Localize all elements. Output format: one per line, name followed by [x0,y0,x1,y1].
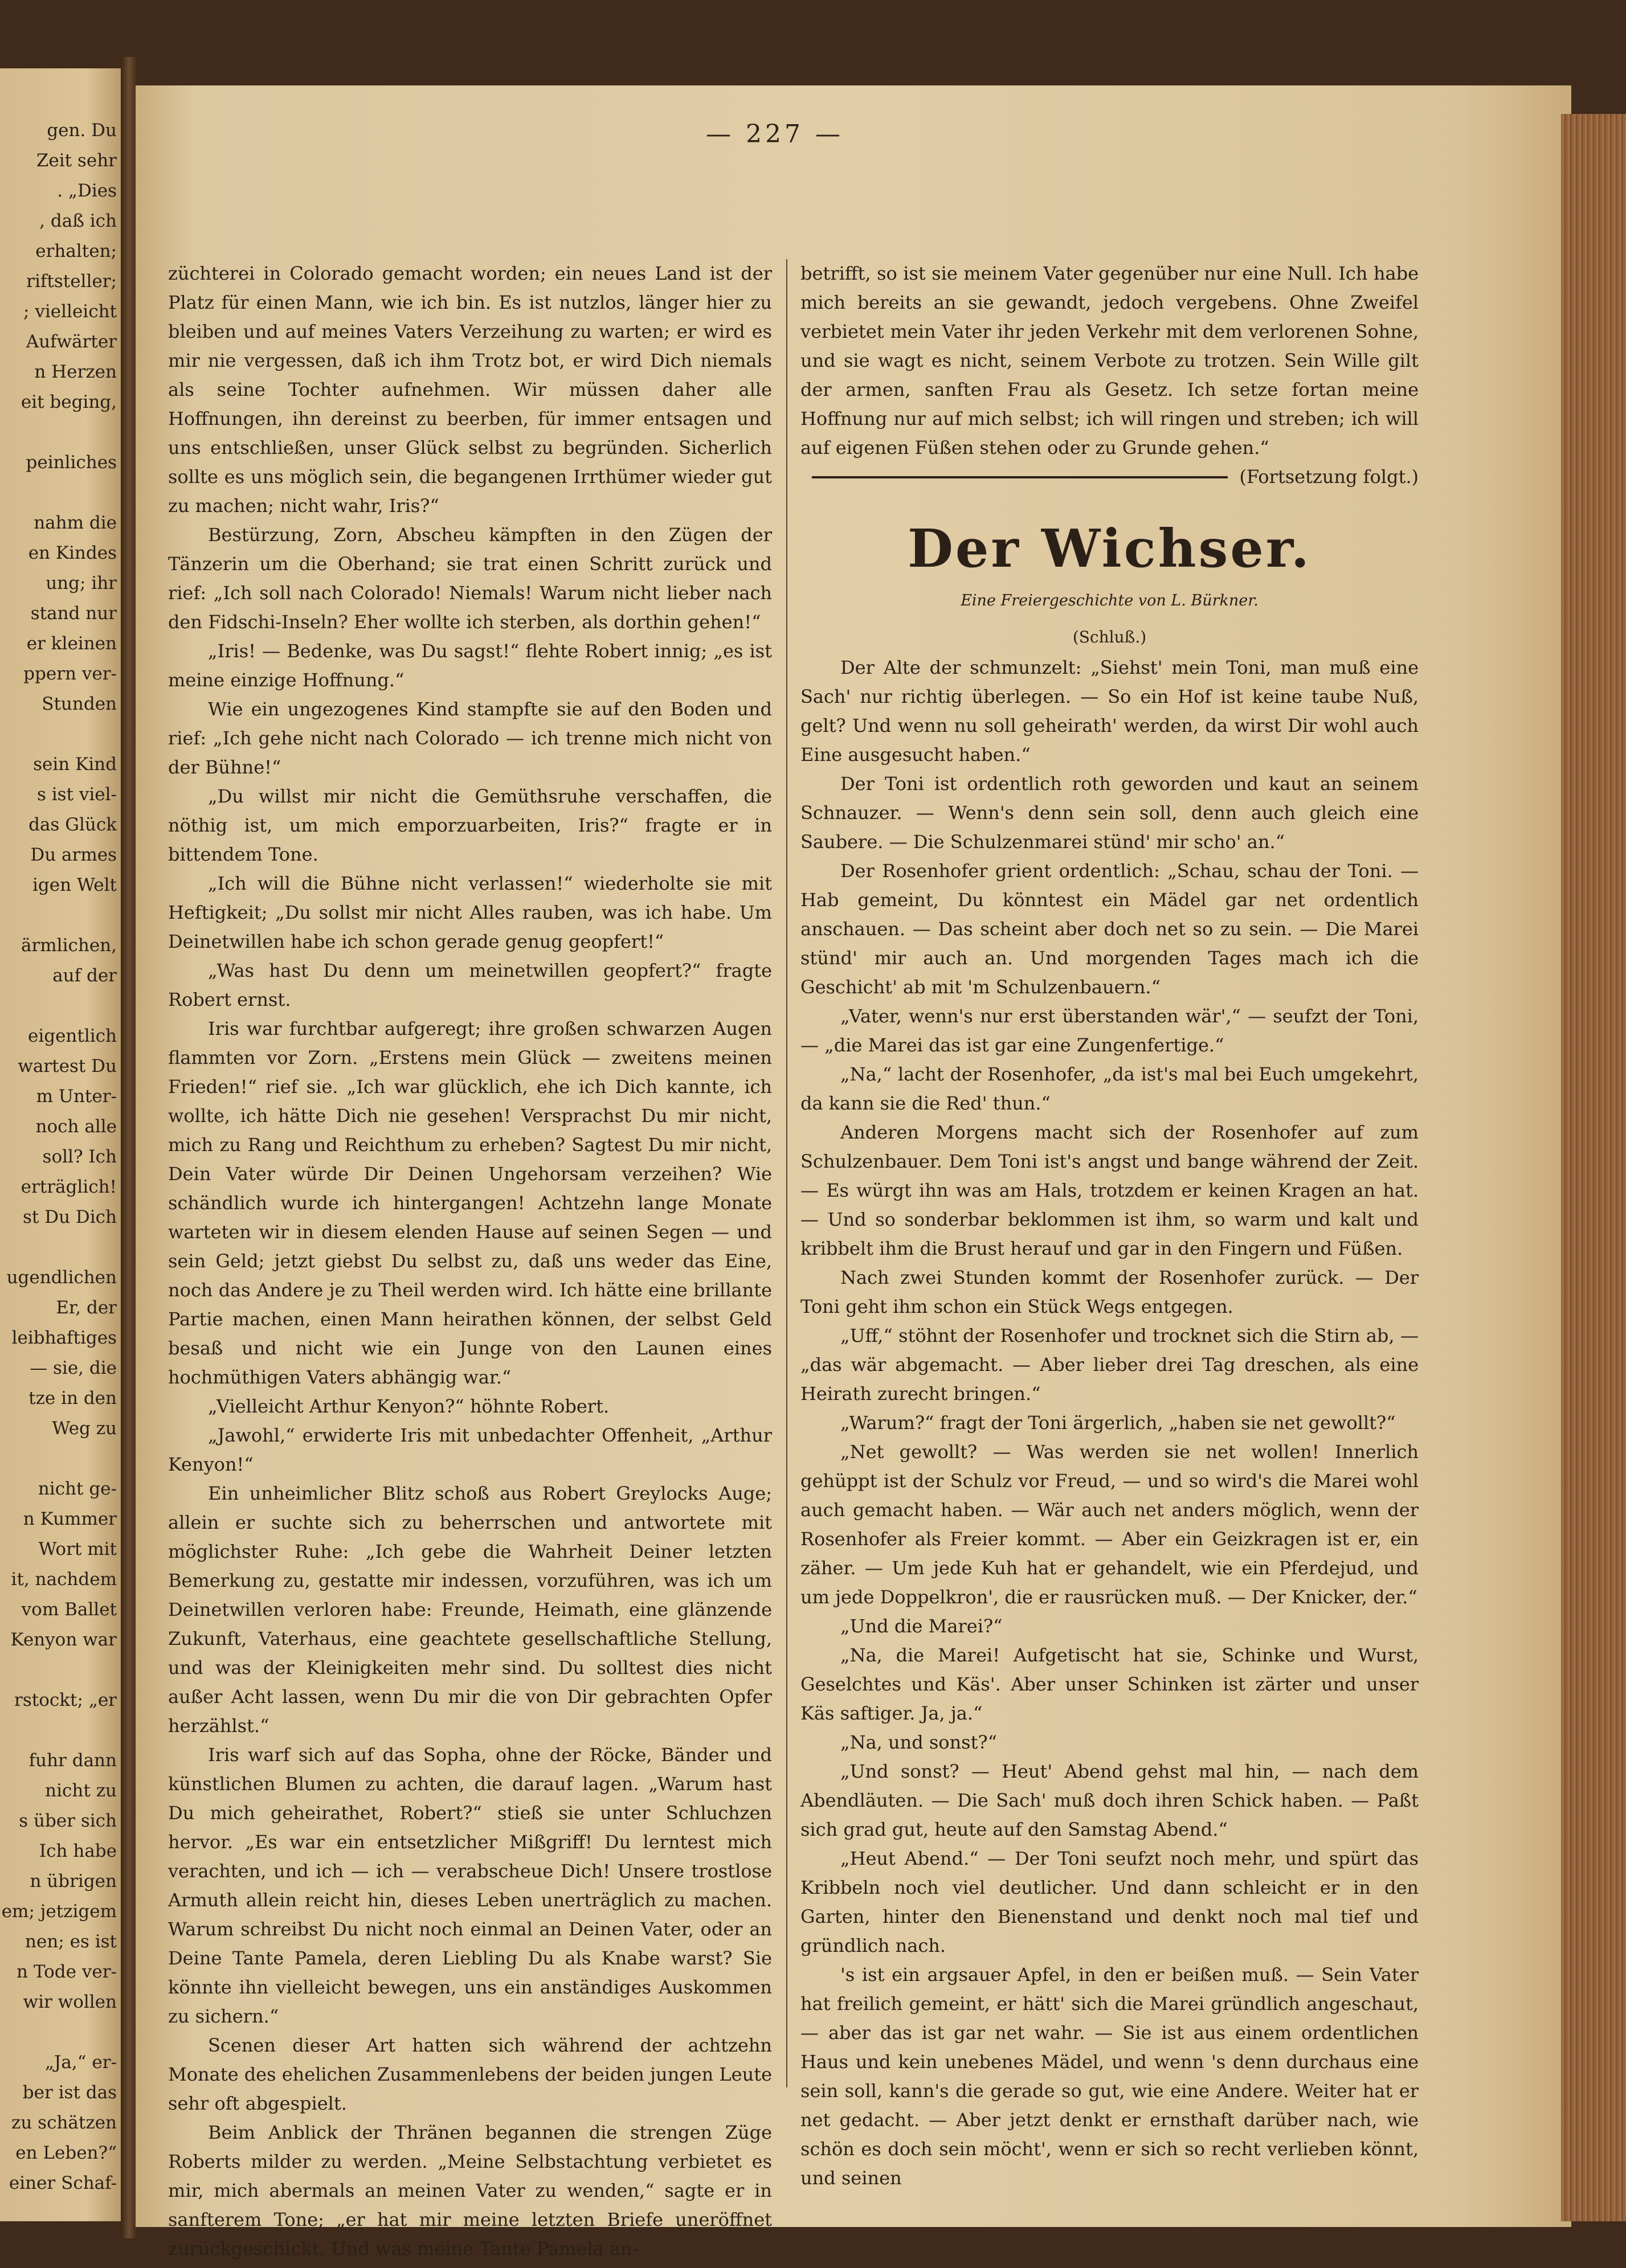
facing-page-line: s über sich [19,1811,117,1831]
facing-page-line: wartest Du [18,1056,117,1076]
facing-page-line: erhalten; [35,241,117,261]
facing-page-line: tze in den [28,1388,117,1409]
facing-page-line: n übrigen [30,1871,117,1892]
paragraph: Der Toni ist ordentlich roth geworden und kaut an seinem Schnauzer. — Wenn's denn sein soll, denn auch gleich eine Saubere. — Die Schulzenmarei stünd' mir scho' an.“ [800,773,1419,853]
paragraph: „Na, die Marei! Aufgetischt hat sie, Schinke und Wurst, Geselchtes und Käs'. Aber unser Schinken ist zärter und unser Käs saftiger. Ja, ja.“ [800,1644,1419,1724]
page-edge-stack [1561,114,1626,2221]
story-subtitle: Eine Freiergeschichte von L. Bürkner. [961,592,1259,609]
paragraph: „Vater, wenn's nur erst überstanden wär',“ — seufzt der Toni, — „die Marei das ist gar eine Zungenfertige.“ [800,1005,1419,1056]
facing-page-line: Er, der [56,1297,117,1318]
paragraph-continuation: züchterei in Colorado gemacht worden; ein neues Land ist der Platz für einen Mann, wie ich bin. Es ist nutzlos, länger hier zu bleiben und auf meines Vaters Verzeihung zu warten; er wird es mir nie vergessen, daß ich ihm Trotz bot, er wird Dich niemals als seine Tochter aufnehmen. Wir müssen daher alle Hoffnungen, ihn dereinst zu beerben, für immer entsagen und uns entschließen, unser Glück selbst zu begründen. Sicherlich sollte es uns möglich sein, die begangenen Irrthümer wieder gut zu machen; nicht wahr, Iris?“ [168,263,772,517]
facing-page-line: riftsteller; [26,271,117,292]
facing-page-line: Du armes [30,845,117,865]
paragraph: „Ich will die Bühne nicht verlassen!“ wiederholte sie mit Heftigkeit; „Du sollst mir nicht Alles rauben, was ich habe. Um Deinetwillen habe ich schon gerade genug geopfert!“ [168,873,772,952]
facing-page-line: peinliches [26,452,117,473]
facing-page-line: Aufwärter [26,331,117,352]
paragraph: Wie ein ungezogenes Kind stampfte sie auf den Boden und rief: „Ich gehe nicht nach Colorado — ich trenne mich nicht von der Bühne!“ [168,698,772,778]
paragraph: „Na, und sonst?“ [840,1731,997,1753]
facing-page-line: st Du Dich [23,1207,117,1227]
paragraph: Bestürzung, Zorn, Abscheu kämpften in den Zügen der Tänzerin um die Oberhand; sie trat einen Schritt zurück und rief: „Ich soll nach Colorado! Niemals! Warum nicht lieber nach den Fidschi-Inseln? Eher wollte ich sterben, als dorthin gehen!“ [168,524,772,633]
paragraph: „Du willst mir nicht die Gemüthsruhe verschaffen, die nöthig ist, um mich emporzuarbeiten, Iris?“ fragte er in bittendem Tone. [168,785,772,865]
facing-page-line: nicht ge- [38,1479,117,1499]
facing-page-line: Kenyon war [10,1630,117,1650]
facing-page-line: Wort mit [38,1539,117,1559]
facing-page-line: das Glück [28,814,117,835]
facing-page-line: nen; es ist [25,1931,117,1952]
facing-page-line: m Unter- [36,1086,117,1107]
facing-page-line: rstockt; „er [14,1690,117,1710]
paragraph: Iris warf sich auf das Sopha, ohne der Röcke, Bänder und künstlichen Blumen zu achten, die darauf lagen. „Warum hast Du mich geheirathet, Robert?“ stieß sie unter Schluchzen hervor. „Es war ein entsetzlicher Mißgriff! Du lerntest mich verachten, und ich — ich — verabscheue Dich! Unsere trostlose Armuth allein reicht hin, dieses Leben unerträglich zu machen. Warum schreibst Du nicht noch einmal an Deinen Vater, oder an Deine Tante Pamela, deren Liebling Du als Knabe warst? Sie könnte ihn vielleicht bewegen, uns ein anständiges Auskommen zu sichern.“ [168,1744,772,2027]
facing-page-line: em; jetzigem [1,1901,117,1922]
facing-page-line: nicht zu [45,1780,117,1801]
paragraph: Ein unheimlicher Blitz schoß aus Robert Greylocks Auge; allein er suchte sich zu beherrschen und antwortete mit möglichster Ruhe: „Ich gebe die Wahrheit Deiner letzten Bemerkung zu, gestatte mir indessen, vorzuführen, was ich um Deinetwillen verloren habe: Freunde, Heimath, eine glänzende Zukunft, Vaterhaus, eine geachtete gesellschaftliche Stellung, und was der Kleinigkeiten mehr sind. Du solltest dies nicht außer Acht lassen, wenn Du mir die von Dir gebrachten Opfer herzählst.“ [168,1483,772,1737]
paragraph: „Und sonst? — Heut' Abend gehst mal hin, — nach dem Abendläuten. — Die Sach' muß doch ihren Schick haben. — Paßt sich grad gut, heute auf den Samstag Abend.“ [800,1761,1419,1840]
paragraph: „Vielleicht Arthur Kenyon?“ höhnte Robert. [208,1395,610,1417]
facing-page-line: Ich habe [39,1841,117,1861]
paragraph: „Uff,“ stöhnt der Rosenhofer und trocknet sich die Stirn ab, — „das wär abgemacht. — Aber lieber drei Tag dreschen, als eine Heirath zurecht bringen.“ [800,1325,1419,1405]
paragraph: „Iris! — Bedenke, was Du sagst!“ flehte Robert innig; „es ist meine einzige Hoffnung.“ [168,640,772,691]
paragraph: Der Alte der schmunzelt: „Siehst' mein Toni, man muß eine Sach' nur richtig überlegen. — So ein Hof ist keine taube Nuß, gelt? Und wenn nu soll geheirath' werden, da wirst Dir wohl auch Eine ausgesucht haben.“ [800,657,1419,765]
facing-page-line: , daß ich [39,211,117,231]
facing-page-line: Stunden [42,694,117,714]
facing-page-line: Weg zu [52,1418,117,1439]
facing-page-line: nahm die [34,513,117,533]
page-number: — 227 — [706,120,844,149]
facing-page-line: n Tode ver- [17,1962,117,1982]
facing-page-line: leibhaftiges [11,1328,117,1348]
paragraph: „Und die Marei?“ [840,1615,1003,1637]
paragraph: „Na,“ lacht der Rosenhofer, „da ist's mal bei Euch umgekehrt, da kann sie die Red' thun.“ [800,1063,1419,1114]
facing-page-line: n Herzen [34,362,117,382]
facing-page-line: sein Kind [33,754,117,775]
continuation-notice [800,462,1419,492]
facing-page-line: ugendlichen [6,1267,117,1288]
paragraph: 's ist ein argsauer Apfel, in den er beißen muß. — Sein Vater hat freilich gemeint, er hätt' sich die Marei gründlich angeschaut, — aber das ist gar net wahr. — Sie ist aus einem ordentlichen Haus und kein unebenes Mädel, und wenn 's denn durchaus eine sein soll, kann's die gerade so gut, wie eine Andere. Weiter hat er net gedacht. — Aber jetzt denkt er ernsthaft darüber nach, wie schön es doch sein möcht', wenn er sich so recht verlieben könnt, und seinen [800,1964,1419,2189]
facing-page-line: — sie, die [30,1358,117,1378]
facing-page-line: noch alle [35,1116,117,1137]
left-column [168,259,772,2263]
facing-page-line: gen. Du [47,120,117,141]
paragraph: „Was hast Du denn um meinetwillen geopfert?“ fragte Robert ernst. [168,960,772,1010]
paragraph: „Heut Abend.“ — Der Toni seufzt noch mehr, und spürt das Kribbeln noch viel deutlicher. Und dann schleicht er in den Garten, hinter den Bienenstand und denkt noch mal tief und gründlich nach. [800,1848,1419,1956]
column-divider [786,259,787,2087]
facing-page-line: en Kindes [28,543,117,563]
facing-page-line: erträglich! [21,1177,117,1197]
facing-page-line: er kleinen [26,633,117,654]
paragraph: Der Rosenhofer grient ordentlich: „Schau, schau der Toni. — Hab gemeint, Du könntest ein Mädel gar net ordentlich anschauen. — Das scheint aber doch net so zu sein. — Die Marei stünd' mir auch an. Und morgenden Tages mach ich die Geschicht' ab mit 'm Schulzenbauern.“ [800,860,1419,998]
right-column [800,259,1419,2193]
facing-page-line: ärmlichen, [21,935,117,956]
facing-page-line: Zeit sehr [36,150,117,171]
paragraph: „Jawohl,“ erwiderte Iris mit unbedachter Offenheit, „Arthur Kenyon!“ [168,1424,772,1475]
facing-page-line: zu schätzen [11,2113,117,2133]
paragraph: Iris war furchtbar aufgeregt; ihre großen schwarzen Augen flammten vor Zorn. „Erstens mein Glück — zweitens meinen Frieden!“ rief sie. „Ich war glücklich, ehe ich Dich kannte, ich wollte, ich hätte Dich nie gesehen! Versprachst Du mir nicht, mich zu Rang und Reichthum zu erheben? Sagtest Du mir nicht, Dein Vater würde Dir Deinen Ungehorsam verzeihen? Wie schändlich wurde ich hintergangen! Achtzehn lange Monate warteten wir in diesem elenden Hause auf seinen Segen — und sein Geld; jetzt giebst Du selbst zu, daß uns weder das Eine, noch das Andere je zu Theil werden wird. Ich hätte eine brillante Partie machen, einen Mann heirathen können, der selbst Geld besaß und nicht wie ein Junge von den Launen eines hochmüthigen Vaters abhängig war.“ [168,1018,772,1388]
facing-page-line: ung; ihr [46,573,117,593]
paragraph: „Warum?“ fragt der Toni ärgerlich, „haben sie net gewollt?“ [840,1412,1396,1434]
facing-page-line: soll? Ich [42,1147,117,1167]
facing-page-line: vom Ballet [21,1599,117,1620]
facing-page-line: eigentlich [27,1026,117,1046]
paragraph: Beim Anblick der Thränen begannen die strengen Züge Roberts milder zu werden. „Meine Selbstachtung verbietet es mir, mich abermals an meinen Vater zu wenden,“ sagte er in sanfterem Tone; „er hat mir meine letzten Briefe uneröffnet zurückgeschickt. Und was meine Tante Pamela an- [168,2122,772,2259]
facing-page-line: ; vielleicht [23,301,117,322]
facing-page-line: auf der [52,965,117,986]
facing-page-line: eit beging, [21,392,117,412]
paragraph: Anderen Morgens macht sich der Rosenhofer auf zum Schulzenbauer. Dem Toni ist's angst und bange während der Zeit. — Es würgt ihn was am Hals, trotzdem er keinen Kragen an hat. — Und so sonderbar beklommen ist ihm, so warm und kalt und kribbelt ihm die Brust herauf und gar in den Fingern und Füßen. [800,1121,1419,1259]
story-part: (Schluß.) [1072,628,1147,646]
facing-page-line: en Leben?“ [15,2143,117,2163]
paragraph: Scenen dieser Art hatten sich während der achtzehn Monate des ehelichen Zusammenlebens der beiden jungen Leute sehr oft abgespielt. [168,2034,772,2114]
facing-page-line: igen Welt [32,875,117,895]
facing-page-line: fuhr dann [28,1750,117,1771]
paragraph: Nach zwei Stunden kommt der Rosenhofer zurück. — Der Toni geht ihm schon ein Stück Wegs entgegen. [800,1267,1419,1317]
facing-page-line: ber ist das [22,2082,117,2103]
facing-page-line: n Kummer [23,1509,117,1529]
section-rule [812,476,1228,478]
story-title: Der Wichser. [908,518,1312,579]
facing-page-line: wir wollen [23,1992,117,2012]
facing-page-line: „Ja,“ er- [44,2052,117,2073]
story-body [800,653,1419,2193]
facing-page-line: it, nachdem [11,1569,117,1590]
paragraph: „Net gewollt? — Was werden sie net wollen! Innerlich gehüppt ist der Schulz vor Freud, — und so wird's die Marei wohl auch gemacht haben. — Wär auch net anders möglich, wenn der Rosenhofer als Freier kommt. — Aber ein Geizkragen ist er, ein zäher. — Um jede Kuh hat er gehandelt, wie ein Pferdejud, und um jede Doppelkron', die er rausrücken muß. — Der Knicker, der.“ [800,1441,1419,1608]
facing-page-line: ppern ver- [23,664,117,684]
facing-page-fragment [0,68,122,2221]
facing-page-line: . „Dies [57,181,117,201]
facing-page-line: stand nur [30,603,117,624]
paragraph-continuation: betrifft, so ist sie meinem Vater gegenüber nur eine Null. Ich habe mich bereits an sie gewandt, jedoch vergebens. Ohne Zweifel verbietet mein Vater ihr jeden Verkehr mit dem verlorenen Sohne, und sie wagt es nicht, seinem Verbote zu trotzen. Sein Wille gilt der armen, sanften Frau als Gesetz. Ich setze fortan meine Hoffnung nur auf mich selbst; ich will ringen und streben; ich will auf eigenen Füßen stehen oder zu Grunde gehen.“ [800,263,1419,458]
to-be-continued: (Fortsetzung folgt.) [1239,466,1419,488]
facing-page-line: einer Schaf- [9,2173,117,2193]
facing-page-line: s ist viel- [36,784,117,805]
